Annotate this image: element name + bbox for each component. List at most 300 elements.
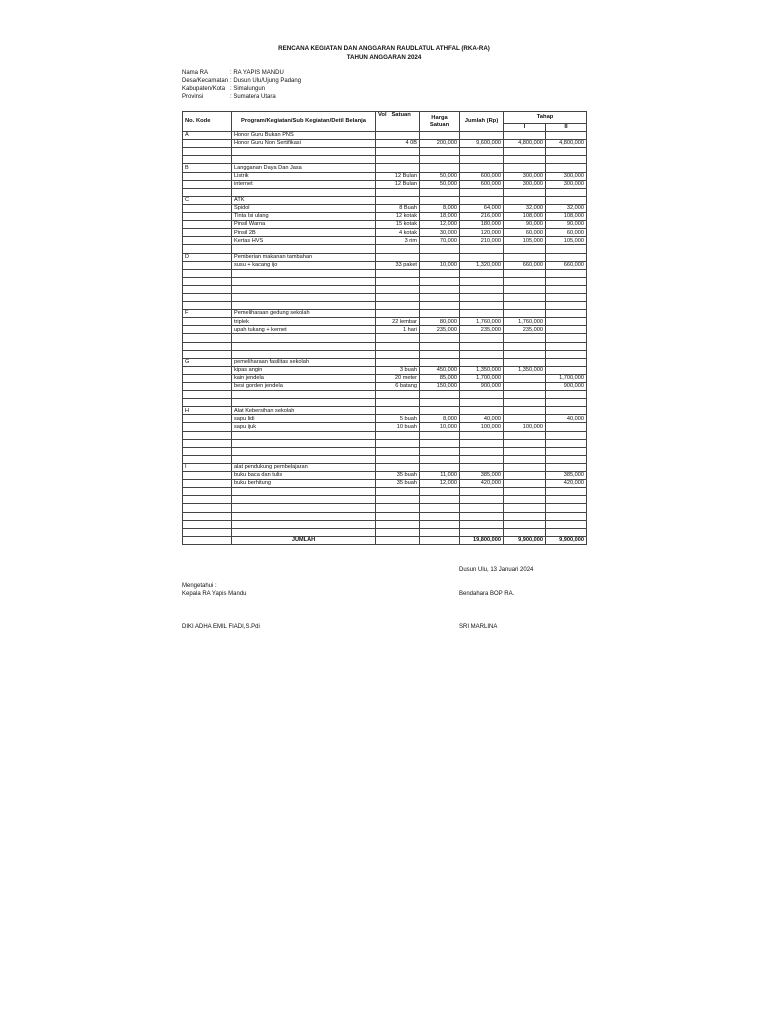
cell-tahap-2 [546, 277, 587, 285]
cell-kode [183, 383, 232, 391]
cell-tahap-2 [546, 496, 587, 504]
cell-tahap-2 [546, 431, 587, 439]
cell-program: Pemberian makanan tambahan [232, 253, 376, 261]
cell-kode [183, 334, 232, 342]
table-row [183, 455, 587, 463]
cell-tahap-2 [546, 302, 587, 310]
cell-harga [420, 496, 460, 504]
document-title: RENCANA KEGIATAN DAN ANGGARAN RAUDLATUL ATHFAL (RKA-RA) [278, 45, 490, 52]
cell-tahap-2 [546, 269, 587, 277]
cell-vol-satuan: 35 buah [376, 472, 420, 480]
cell-program [232, 342, 376, 350]
cell-tahap-1 [504, 334, 546, 342]
cell-jumlah [460, 463, 504, 471]
cell-tahap-2: 300,000 [546, 180, 587, 188]
cell-tahap-1 [504, 245, 546, 253]
cell-tahap-1 [504, 277, 546, 285]
cell-tahap-1 [504, 188, 546, 196]
cell-harga: 70,000 [420, 237, 460, 245]
cell-tahap-1: 60,000 [504, 229, 546, 237]
cell-tahap-1 [504, 528, 546, 536]
cell-program [232, 334, 376, 342]
table-row [183, 463, 587, 471]
cell-kode [183, 285, 232, 293]
cell-tahap-2 [546, 488, 587, 496]
table-row [183, 245, 587, 253]
cell-tahap-1 [504, 383, 546, 391]
cell-tahap-2 [546, 455, 587, 463]
cell-vol-satuan: 33 paket [376, 261, 420, 269]
table-row [183, 310, 587, 318]
cell-harga: 450,000 [420, 366, 460, 374]
cell-jumlah: 216,000 [460, 213, 504, 221]
cell-program: Honor Guru Bukan PNS [232, 132, 376, 140]
signatory-right: SRI MARLINA [459, 624, 498, 630]
table-body [183, 132, 587, 537]
cell-harga [420, 302, 460, 310]
cell-jumlah [460, 504, 504, 512]
table-row [183, 156, 587, 164]
cell-tahap-2: 420,000 [546, 480, 587, 488]
cell-program: Pinsil Warna [232, 221, 376, 229]
info-row-nama-ra: Nama RA : RA YAPIS MANDU [182, 70, 284, 76]
cell-kode [183, 423, 232, 431]
cell-tahap-2: 300,000 [546, 172, 587, 180]
cell-program [232, 277, 376, 285]
cell-harga: 235,000 [420, 326, 460, 334]
cell-vol-satuan [376, 342, 420, 350]
cell-tahap-1 [504, 310, 546, 318]
table-row [183, 229, 587, 237]
cell-jumlah: 420,000 [460, 480, 504, 488]
cell-jumlah [460, 520, 504, 528]
cell-kode [183, 245, 232, 253]
cell-kode [183, 399, 232, 407]
table-row [183, 302, 587, 310]
header-tahap-2: II [546, 124, 587, 132]
cell-program [232, 391, 376, 399]
cell-vol-satuan [376, 504, 420, 512]
table-row [183, 528, 587, 536]
cell-jumlah [460, 350, 504, 358]
cell-tahap-1 [504, 391, 546, 399]
header-tahap-1: I [504, 124, 546, 132]
cell-harga [420, 245, 460, 253]
cell-vol-satuan [376, 447, 420, 455]
cell-program: sapu ijuk [232, 423, 376, 431]
cell-kode: G [183, 358, 232, 366]
cell-vol-satuan [376, 245, 420, 253]
cell-program: Langganan Daya Dan Jasa [232, 164, 376, 172]
table-row [183, 269, 587, 277]
cell-tahap-2 [546, 148, 587, 156]
cell-jumlah [460, 253, 504, 261]
cell-tahap-2 [546, 447, 587, 455]
cell-harga [420, 512, 460, 520]
cell-harga [420, 269, 460, 277]
table-row [183, 504, 587, 512]
cell-harga [420, 334, 460, 342]
cell-tahap-1 [504, 293, 546, 301]
cell-tahap-1: 90,000 [504, 221, 546, 229]
total-tahap-2: 9,900,000 [546, 536, 587, 544]
cell-jumlah: 40,000 [460, 415, 504, 423]
cell-tahap-1 [504, 253, 546, 261]
cell-tahap-2 [546, 196, 587, 204]
cell-kode [183, 366, 232, 374]
cell-tahap-2 [546, 350, 587, 358]
cell-tahap-2 [546, 318, 587, 326]
table-row [183, 407, 587, 415]
cell-program: Listrik [232, 172, 376, 180]
cell-kode [183, 374, 232, 382]
cell-kode [183, 221, 232, 229]
cell-program: pemeliharaan fasilitas sekolah [232, 358, 376, 366]
cell-kode [183, 180, 232, 188]
cell-harga [420, 196, 460, 204]
table-row [183, 350, 587, 358]
cell-jumlah: 1,700,000 [460, 374, 504, 382]
cell-tahap-1 [504, 488, 546, 496]
cell-jumlah [460, 285, 504, 293]
cell-jumlah: 180,000 [460, 221, 504, 229]
cell-vol-satuan: 4 kotak [376, 229, 420, 237]
cell-kode [183, 269, 232, 277]
info-block [182, 69, 301, 101]
cell-program: internet [232, 180, 376, 188]
cell-harga [420, 358, 460, 366]
cell-vol-satuan [376, 496, 420, 504]
cell-tahap-1: 108,000 [504, 213, 546, 221]
cell-tahap-2: 1,700,000 [546, 374, 587, 382]
cell-tahap-1 [504, 342, 546, 350]
table-row [183, 318, 587, 326]
cell-harga [420, 342, 460, 350]
cell-program [232, 269, 376, 277]
cell-vol-satuan [376, 488, 420, 496]
cell-kode: F [183, 310, 232, 318]
cell-vol-satuan [376, 293, 420, 301]
cell-jumlah: 600,000 [460, 180, 504, 188]
cell-program: Spidol [232, 204, 376, 212]
cell-tahap-1 [504, 302, 546, 310]
cell-program [232, 399, 376, 407]
cell-harga [420, 488, 460, 496]
place-date: Dusun Ulu, 13 Januari 2024 [459, 567, 534, 573]
cell-harga [420, 148, 460, 156]
cell-harga: 10,000 [420, 261, 460, 269]
cell-jumlah [460, 431, 504, 439]
cell-program [232, 285, 376, 293]
cell-program: Kertas HVS [232, 237, 376, 245]
cell-harga: 80,000 [420, 318, 460, 326]
cell-jumlah: 385,000 [460, 472, 504, 480]
cell-kode: H [183, 407, 232, 415]
cell-tahap-1: 105,000 [504, 237, 546, 245]
cell-vol-satuan: 10 buah [376, 423, 420, 431]
header-tahap: Tahap [504, 112, 587, 124]
cell-vol-satuan [376, 269, 420, 277]
header-jumlah: Jumlah (Rp) [460, 112, 504, 132]
cell-tahap-1 [504, 520, 546, 528]
cell-vol-satuan: 1 hari [376, 326, 420, 334]
cell-vol-satuan [376, 391, 420, 399]
cell-jumlah: 100,000 [460, 423, 504, 431]
table-row [183, 447, 587, 455]
cell-jumlah [460, 358, 504, 366]
cell-vol-satuan [376, 358, 420, 366]
cell-harga: 12,000 [420, 221, 460, 229]
cell-program: buku baca dan tulis [232, 472, 376, 480]
cell-program: Tinta Isi ulang [232, 213, 376, 221]
table-row [183, 366, 587, 374]
cell-kode [183, 439, 232, 447]
table-row [183, 472, 587, 480]
cell-program [232, 496, 376, 504]
cell-jumlah [460, 439, 504, 447]
cell-tahap-2 [546, 366, 587, 374]
cell-vol-satuan [376, 463, 420, 471]
cell-tahap-1: 660,000 [504, 261, 546, 269]
cell-tahap-1 [504, 463, 546, 471]
cell-program: alat pendukung pembelajaran [232, 463, 376, 471]
cell-jumlah [460, 496, 504, 504]
cell-harga [420, 520, 460, 528]
cell-tahap-2 [546, 132, 587, 140]
cell-harga: 200,000 [420, 140, 460, 148]
cell-jumlah: 64,000 [460, 204, 504, 212]
header-program: Program/Kegiatan/Sub Kegiatan/Detil Belanja [232, 112, 376, 132]
cell-tahap-1 [504, 132, 546, 140]
table-row [183, 204, 587, 212]
cell-program [232, 302, 376, 310]
cell-tahap-2 [546, 334, 587, 342]
cell-tahap-1 [504, 350, 546, 358]
table-row [183, 285, 587, 293]
total-label: JUMLAH [232, 536, 376, 544]
cell-vol-satuan [376, 350, 420, 358]
cell-vol-satuan [376, 431, 420, 439]
info-row-desa: Desa/Kecamatan : Dusun Ulu/Ujung Padang [182, 78, 302, 84]
cell-tahap-2: 32,000 [546, 204, 587, 212]
table-row [183, 423, 587, 431]
cell-harga [420, 391, 460, 399]
cell-kode [183, 188, 232, 196]
cell-vol-satuan [376, 188, 420, 196]
cell-tahap-2 [546, 188, 587, 196]
cell-kode [183, 156, 232, 164]
header-no-kode: No. Kode [183, 112, 232, 132]
cell-harga: 50,000 [420, 172, 460, 180]
table-row [183, 293, 587, 301]
budget-table [182, 111, 587, 545]
cell-jumlah [460, 302, 504, 310]
kepala-title: Kepala RA Yapis Mandu [182, 591, 247, 597]
table-row [183, 358, 587, 366]
header-harga-satuan: Harga Satuan [420, 112, 460, 132]
table-row [183, 277, 587, 285]
cell-program: Alat Kebersihan sekolah [232, 407, 376, 415]
cell-harga [420, 407, 460, 415]
cell-tahap-2 [546, 463, 587, 471]
cell-tahap-1: 100,000 [504, 423, 546, 431]
cell-kode [183, 318, 232, 326]
total-tahap-1: 9,900,000 [504, 536, 546, 544]
cell-vol-satuan [376, 407, 420, 415]
cell-kode [183, 326, 232, 334]
cell-tahap-2 [546, 504, 587, 512]
cell-vol-satuan: 20 meter [376, 374, 420, 382]
table-row [183, 374, 587, 382]
table-row [183, 148, 587, 156]
info-row-kabupaten: Kabupaten/Kota : Simalungun [182, 86, 266, 92]
cell-kode [183, 488, 232, 496]
cell-vol-satuan: 15 kotak [376, 221, 420, 229]
cell-tahap-2 [546, 164, 587, 172]
cell-kode [183, 520, 232, 528]
cell-program: buku berhitung [232, 480, 376, 488]
cell-tahap-2 [546, 310, 587, 318]
cell-tahap-2 [546, 245, 587, 253]
cell-vol-satuan: 12 Bulan [376, 172, 420, 180]
cell-tahap-2 [546, 391, 587, 399]
cell-tahap-2 [546, 439, 587, 447]
cell-vol-satuan [376, 512, 420, 520]
cell-program: triplek [232, 318, 376, 326]
mengetahui-label: Mengetahui : [182, 583, 217, 589]
cell-kode [183, 431, 232, 439]
cell-program [232, 512, 376, 520]
cell-kode [183, 277, 232, 285]
cell-harga [420, 285, 460, 293]
cell-vol-satuan [376, 132, 420, 140]
cell-tahap-2 [546, 528, 587, 536]
cell-program: kain jendela [232, 374, 376, 382]
cell-harga: 50,000 [420, 180, 460, 188]
cell-harga: 150,000 [420, 383, 460, 391]
cell-vol-satuan [376, 520, 420, 528]
cell-tahap-2: 660,000 [546, 261, 587, 269]
cell-kode: A [183, 132, 232, 140]
table-row [183, 180, 587, 188]
cell-tahap-1 [504, 358, 546, 366]
cell-kode [183, 455, 232, 463]
cell-harga [420, 431, 460, 439]
cell-tahap-2: 40,000 [546, 415, 587, 423]
cell-kode [183, 293, 232, 301]
cell-tahap-1: 1,760,000 [504, 318, 546, 326]
cell-harga: 85,000 [420, 374, 460, 382]
cell-kode: I [183, 463, 232, 471]
cell-kode: B [183, 164, 232, 172]
cell-harga [420, 399, 460, 407]
cell-vol-satuan: 3 buah [376, 366, 420, 374]
cell-program: susu + kacang ijo [232, 261, 376, 269]
cell-tahap-2 [546, 520, 587, 528]
cell-jumlah [460, 334, 504, 342]
cell-kode [183, 229, 232, 237]
cell-kode [183, 261, 232, 269]
cell-tahap-2 [546, 407, 587, 415]
cell-jumlah: 600,000 [460, 172, 504, 180]
cell-jumlah: 1,350,000 [460, 366, 504, 374]
cell-tahap-1 [504, 455, 546, 463]
table-row [183, 391, 587, 399]
cell-program [232, 350, 376, 358]
cell-kode [183, 148, 232, 156]
cell-program [232, 188, 376, 196]
cell-kode [183, 504, 232, 512]
cell-jumlah [460, 245, 504, 253]
cell-tahap-1: 235,000 [504, 326, 546, 334]
document-subtitle: TAHUN ANGGARAN 2024 [346, 54, 422, 61]
cell-tahap-1 [504, 148, 546, 156]
bendahara-title: Bendahara BOP RA. [459, 591, 515, 597]
cell-program: kipas angin [232, 366, 376, 374]
cell-tahap-2 [546, 399, 587, 407]
cell-tahap-1: 32,000 [504, 204, 546, 212]
cell-kode [183, 512, 232, 520]
cell-tahap-1 [504, 156, 546, 164]
cell-program [232, 455, 376, 463]
cell-tahap-1 [504, 447, 546, 455]
cell-program [232, 156, 376, 164]
cell-vol-satuan [376, 455, 420, 463]
cell-tahap-1 [504, 196, 546, 204]
cell-tahap-2 [546, 326, 587, 334]
cell-jumlah [460, 132, 504, 140]
cell-tahap-1 [504, 399, 546, 407]
cell-kode [183, 447, 232, 455]
cell-jumlah [460, 528, 504, 536]
cell-vol-satuan [376, 253, 420, 261]
cell-program: Pinsil 2B [232, 229, 376, 237]
cell-tahap-1 [504, 439, 546, 447]
cell-harga: 8,000 [420, 204, 460, 212]
cell-tahap-1 [504, 504, 546, 512]
cell-kode: C [183, 196, 232, 204]
cell-jumlah [460, 342, 504, 350]
table-row [183, 253, 587, 261]
cell-program [232, 528, 376, 536]
cell-tahap-1 [504, 407, 546, 415]
cell-tahap-2: 108,000 [546, 213, 587, 221]
info-row-provinsi: Provinsi : Sumatera Utara [182, 94, 276, 100]
table-row [183, 520, 587, 528]
cell-tahap-2 [546, 293, 587, 301]
cell-program: besi gorden jendela [232, 383, 376, 391]
cell-kode [183, 237, 232, 245]
cell-tahap-2: 60,000 [546, 229, 587, 237]
cell-jumlah [460, 512, 504, 520]
cell-jumlah [460, 391, 504, 399]
cell-vol-satuan: 12 kotak [376, 213, 420, 221]
cell-vol-satuan [376, 277, 420, 285]
cell-tahap-2 [546, 358, 587, 366]
cell-program: ATK [232, 196, 376, 204]
cell-jumlah [460, 156, 504, 164]
cell-tahap-2 [546, 512, 587, 520]
total-row [183, 536, 587, 544]
cell-tahap-1 [504, 415, 546, 423]
cell-harga [420, 310, 460, 318]
cell-tahap-2 [546, 253, 587, 261]
cell-harga [420, 164, 460, 172]
cell-vol-satuan [376, 148, 420, 156]
cell-program: sapu lidi [232, 415, 376, 423]
cell-vol-satuan [376, 156, 420, 164]
cell-jumlah [460, 293, 504, 301]
